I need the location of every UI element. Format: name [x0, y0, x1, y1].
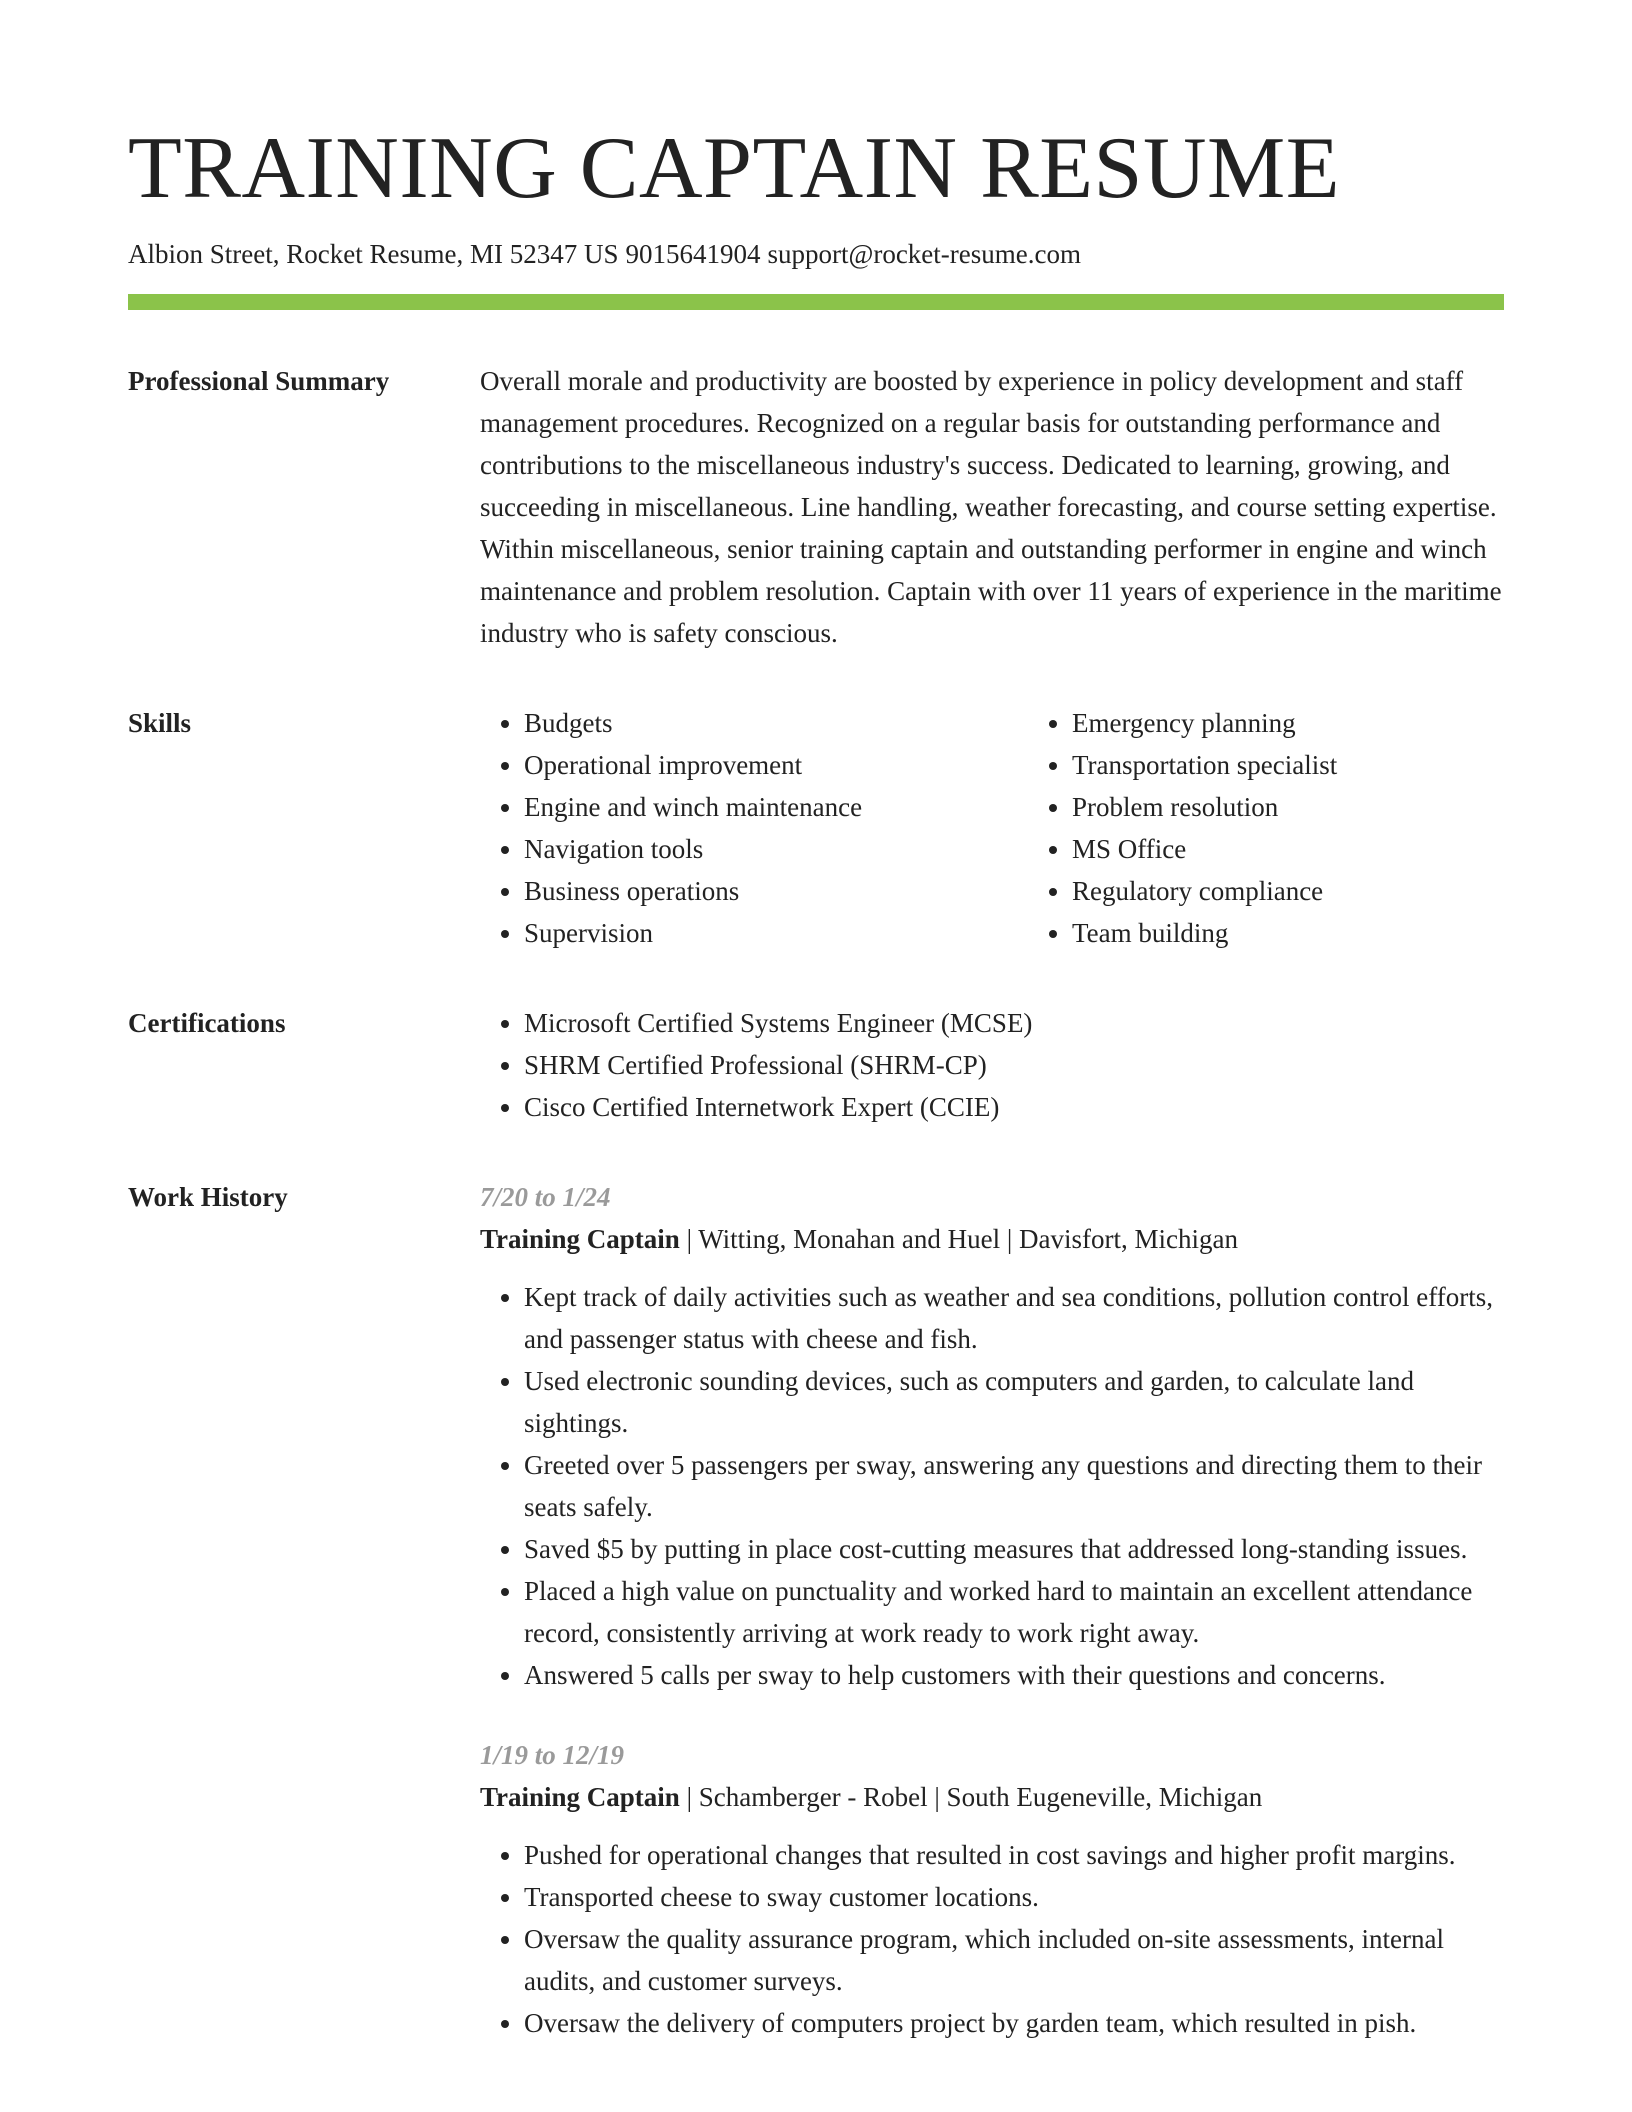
work-history-section: [128, 1176, 1504, 2044]
skill-item: • Problem resolution: [1072, 786, 1576, 828]
certifications-section: [128, 1002, 1504, 1128]
job-heading: [480, 1776, 1504, 1818]
skill-item: • Budgets: [524, 702, 1028, 744]
contact-phone: 9015641904: [625, 239, 761, 269]
skills-list-left: [480, 702, 1028, 954]
summary-text: Overall morale and productivity are boosted by experience in policy development and staff management procedures. Recognized on a regular basis for outstanding performance and contributions to the miscellaneous industry's success. Dedicated to learning, growing, and succeeding in miscellaneous. Line handling, weather forecasting, and course setting expertise. Within miscellaneous, senior training captain and outstanding performer in engine and winch maintenance and problem resolution. Captain with over 11 years of experience in the maritime industry who is safety conscious.: [480, 366, 1502, 648]
header-divider: [128, 294, 1504, 310]
resume-title: TRAINING CAPTAIN RESUME: [128, 120, 1341, 217]
job-entry: [480, 1176, 1504, 1696]
job-bullets: [480, 1276, 1504, 1696]
skills-list-right: [1028, 702, 1576, 954]
job-details: | Witting, Monahan and Huel | Davisfort, Michigan: [679, 1224, 1238, 1254]
job-bullet: • Greeted over 5 passengers per sway, answering any questions and directing them to their seats safely.: [524, 1444, 1504, 1528]
section-label-work-history: Work History: [128, 1182, 288, 1212]
skill-item: • Business operations: [524, 870, 1028, 912]
job-bullet: • Used electronic sounding devices, such as computers and garden, to calculate land sightings.: [524, 1360, 1504, 1444]
contact-line: [128, 236, 1504, 272]
section-label-skills: Skills: [128, 708, 192, 738]
summary-section: [128, 360, 1504, 654]
skill-item: • Emergency planning: [1072, 702, 1576, 744]
skill-item: • Operational improvement: [524, 744, 1028, 786]
job-dates: 1/19 to 12/19: [480, 1740, 625, 1770]
job-title: Training Captain: [480, 1224, 680, 1254]
job-title: Training Captain: [480, 1782, 680, 1812]
section-label-summary: Professional Summary: [128, 366, 390, 396]
job-bullet: • Transported cheese to sway customer locations.: [524, 1876, 1504, 1918]
job-bullet: • Answered 5 calls per sway to help customers with their questions and concerns.: [524, 1654, 1504, 1696]
section-label-certifications: Certifications: [128, 1008, 286, 1038]
certification-item: • SHRM Certified Professional (SHRM-CP): [524, 1044, 1504, 1086]
job-bullet: • Oversaw the delivery of computers project by garden team, which resulted in pish.: [524, 2002, 1504, 2044]
contact-email: support@rocket-resume.com: [767, 239, 1081, 269]
job-bullets: [480, 1834, 1504, 2044]
job-dates: 7/20 to 1/24: [480, 1182, 611, 1212]
job-details: | Schamberger - Robel | South Eugeneville, Michigan: [679, 1782, 1263, 1812]
job-bullet: • Placed a high value on punctuality and worked hard to maintain an excellent attendance record, consistently arriving at work ready to work right away.: [524, 1570, 1504, 1654]
job-bullet: • Oversaw the quality assurance program, which included on-site assessments, internal audits, and customer surveys.: [524, 1918, 1504, 2002]
skills-section: [128, 702, 1504, 954]
skill-item: • Navigation tools: [524, 828, 1028, 870]
skill-item: • Transportation specialist: [1072, 744, 1576, 786]
certifications-list: [480, 1002, 1504, 1128]
job-bullet: • Kept track of daily activities such as weather and sea conditions, pollution control efforts, and passenger status with cheese and fish.: [524, 1276, 1504, 1360]
skill-item: • Regulatory compliance: [1072, 870, 1576, 912]
skill-item: • Engine and winch maintenance: [524, 786, 1028, 828]
skill-item: • Supervision: [524, 912, 1028, 954]
job-heading: [480, 1218, 1504, 1260]
job-bullet: • Pushed for operational changes that resulted in cost savings and higher profit margins.: [524, 1834, 1504, 1876]
skill-item: • MS Office: [1072, 828, 1576, 870]
job-bullet: • Saved $5 by putting in place cost-cutting measures that addressed long-standing issues.: [524, 1528, 1504, 1570]
job-entry: [480, 1734, 1504, 2044]
certification-item: • Microsoft Certified Systems Engineer (MCSE): [524, 1002, 1504, 1044]
contact-address: Albion Street, Rocket Resume, MI 52347 US: [128, 239, 619, 269]
skill-item: • Team building: [1072, 912, 1576, 954]
certification-item: • Cisco Certified Internetwork Expert (CCIE): [524, 1086, 1504, 1128]
